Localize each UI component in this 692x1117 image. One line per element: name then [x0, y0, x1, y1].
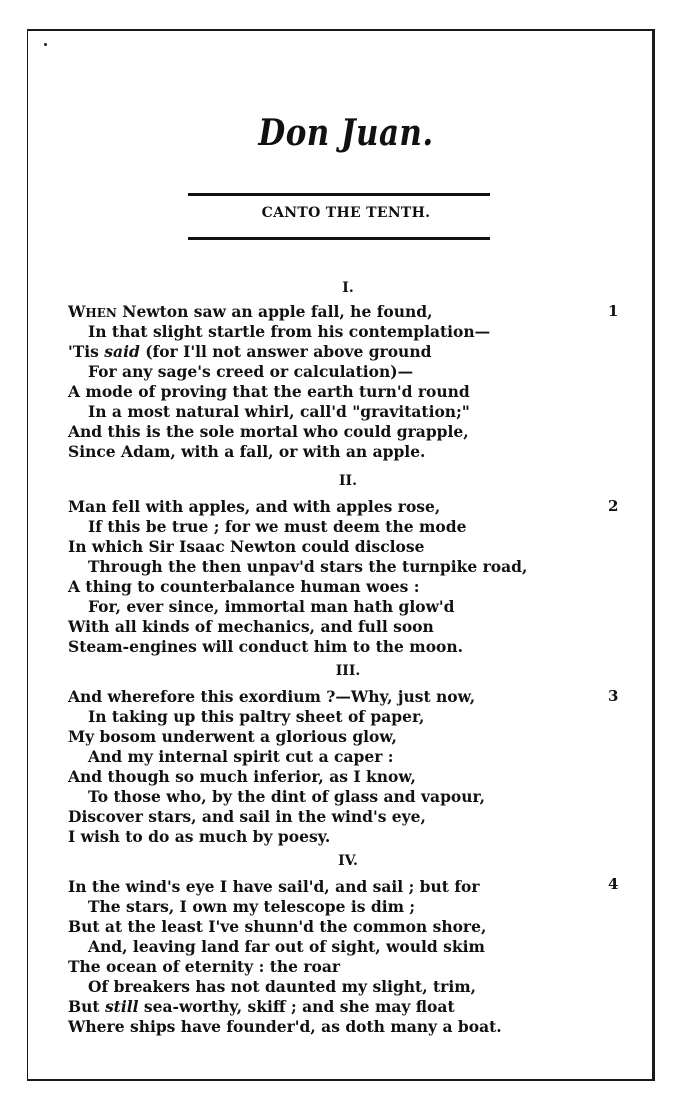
verse-line: For any sage's creed or calculation)— — [88, 362, 414, 381]
stanza-number: 2 — [608, 497, 619, 515]
verse-line: In which Sir Isaac Newton could disclose — [68, 537, 425, 556]
stanza-numeral: III. — [335, 663, 361, 679]
verse-line: Of breakers has not daunted my slight, trim, — [88, 977, 477, 996]
verse-line: For, ever since, immortal man hath glow'd — [88, 597, 455, 616]
verse-line: And my internal spirit cut a caper : — [88, 747, 394, 766]
verse-line: The stars, I own my telescope is dim ; — [88, 897, 416, 916]
verse-line: The ocean of eternity : the roar — [68, 957, 341, 976]
verse-line: A thing to counterbalance human woes : — [68, 577, 420, 596]
verse-line: 'Tis said (for I'll not answer above ground — [68, 342, 432, 361]
page-speck — [44, 43, 47, 46]
stanza-numeral: II. — [339, 473, 357, 489]
verse-line: But still sea-worthy, skiff ; and she may float — [68, 997, 455, 1016]
verse-line: WHEN Newton saw an apple fall, he found, — [68, 302, 433, 321]
verse-line: And, leaving land far out of sight, would skim — [88, 937, 485, 956]
verse-line: In that slight startle from his contemplation— — [88, 322, 491, 341]
stanza-numeral: IV. — [338, 853, 358, 869]
verse-line: Man fell with apples, and with apples rose, — [68, 497, 441, 516]
verse-line: And this is the sole mortal who could grapple, — [68, 422, 469, 441]
verse-line: Steam-engines will conduct him to the moon. — [68, 637, 464, 656]
verse-line: But at the least I've shunn'd the common shore, — [68, 917, 487, 936]
verse-line: If this be true ; for we must deem the mode — [88, 517, 467, 536]
page-title: Don Juan. — [258, 112, 434, 154]
verse-line: My bosom underwent a glorious glow, — [68, 727, 397, 746]
verse-line: To those who, by the dint of glass and vapour, — [88, 787, 485, 806]
verse-line: Since Adam, with a fall, or with an apple. — [68, 442, 426, 461]
stanza-number: 4 — [608, 875, 619, 893]
stanza-numeral: I. — [342, 280, 354, 296]
verse-line: In the wind's eye I have sail'd, and sail ; but for — [68, 877, 480, 896]
verse-line: I wish to do as much by poesy. — [68, 827, 331, 846]
verse-line: And wherefore this exordium ?—Why, just now, — [68, 687, 476, 706]
verse-line: And though so much inferior, as I know, — [68, 767, 416, 786]
verse-line: In taking up this paltry sheet of paper, — [88, 707, 425, 726]
verse-line: With all kinds of mechanics, and full soon — [68, 617, 434, 636]
verse-line: Where ships have founder'd, as doth many a boat. — [68, 1017, 502, 1036]
title-rule-top — [188, 193, 490, 196]
verse-line: Through the then unpav'd stars the turnpike road, — [88, 557, 528, 576]
canto-heading: CANTO THE TENTH. — [261, 205, 431, 221]
stanza-number: 3 — [608, 687, 619, 705]
title-rule-bottom — [188, 237, 490, 240]
verse-line: Discover stars, and sail in the wind's eye, — [68, 807, 426, 826]
verse-line: A mode of proving that the earth turn'd round — [68, 382, 470, 401]
stanza-number: 1 — [608, 302, 619, 320]
verse-line: In a most natural whirl, call'd "gravitation;" — [88, 402, 470, 421]
